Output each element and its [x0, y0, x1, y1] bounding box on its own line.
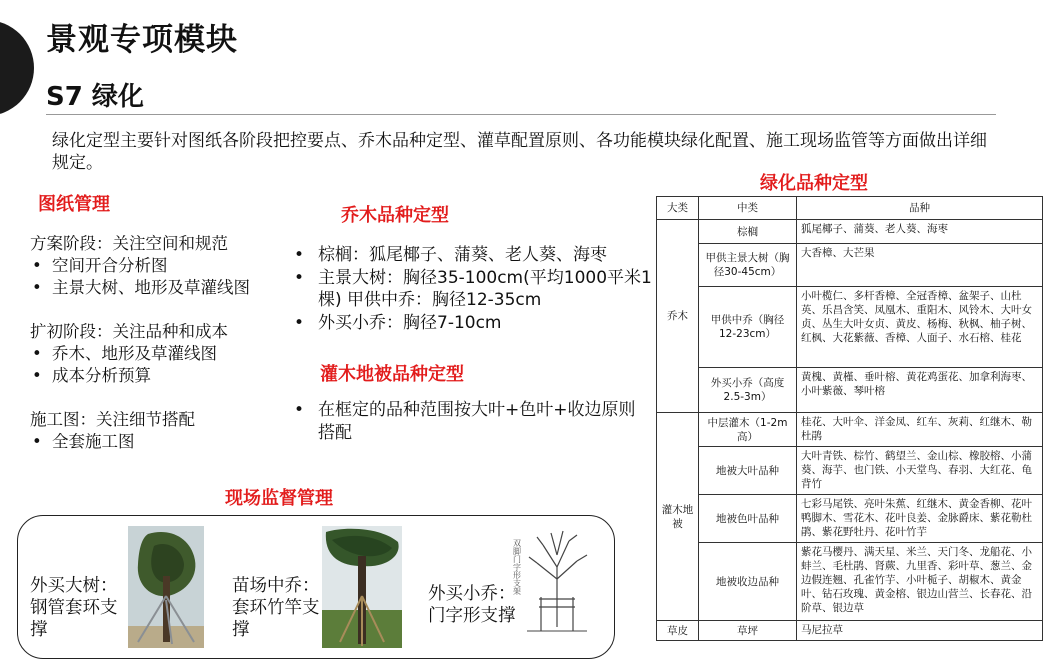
shrub-types-heading: 灌木地被品种定型: [320, 364, 464, 385]
category-cell-tree: 乔木: [657, 220, 699, 413]
drawing-mgmt-list: [30, 233, 290, 453]
section-title: S7 绿化: [46, 82, 144, 112]
subcategory-cell: 甲供中乔（胸径12-23cm）: [699, 287, 797, 368]
support-sketch: [507, 527, 599, 639]
table-row: [657, 368, 1043, 413]
list-item: • 成本分析预算: [30, 365, 290, 387]
decorative-arc: [0, 20, 34, 116]
subcategory-cell: 中层灌木（1-2m高）: [699, 413, 797, 447]
col-header-category: 大类: [657, 197, 699, 220]
species-cell: 小叶榄仁、多杆香樟、全冠香樟、盆架子、山杜英、乐昌含笑、凤凰木、重阳木、风铃木、大叶女贞、丛生大叶女贞、黄皮、杨梅、秋枫、柚子树、红枫、大花紫薇、香樟、人面子、水石榕、桂花: [797, 287, 1043, 368]
list-item: • 乔木、地形及草灌线图: [30, 343, 290, 365]
list-item: • 棕榈：狐尾椰子、蒲葵、老人葵、海枣: [292, 244, 652, 267]
intro-paragraph: 绿化定型主要针对图纸各阶段把控要点、乔木品种定型、灌草配置原则、各功能模块绿化配置、施工现场监管等方面做出详细规定。: [52, 131, 987, 173]
list-item: • 在框定的品种范围按大叶+色叶+收边原则搭配: [292, 399, 642, 444]
list-item: • 外买小乔：胸径7-10cm: [292, 312, 652, 335]
species-cell: 黄槐、黄槿、垂叶榕、黄花鸡蛋花、加拿利海枣、小叶紫薇、琴叶榕: [797, 368, 1043, 413]
table-row: [657, 413, 1043, 447]
shrub-types-list: [292, 399, 642, 444]
table-row: [657, 287, 1043, 368]
table-row: [657, 621, 1043, 641]
big-tree-photo: [128, 526, 204, 648]
tree-types-heading: 乔木品种定型: [341, 205, 449, 226]
species-cell: 大香樟、大芒果: [797, 244, 1043, 287]
category-cell-lawn: 草皮: [657, 621, 699, 641]
species-cell: 狐尾椰子、蒲葵、老人葵、海枣: [797, 220, 1043, 244]
col-header-species: 品种: [797, 197, 1043, 220]
list-item: • 空间开合分析图: [30, 255, 290, 277]
subcategory-cell: 地被大叶品种: [699, 447, 797, 495]
stage-title: 扩初阶段：关注品种和成本: [30, 322, 228, 341]
subcategory-cell: 地被收边品种: [699, 543, 797, 621]
list-item: • 主景大树、地形及草灌线图: [30, 277, 290, 299]
species-cell: 马尼拉草: [797, 621, 1043, 641]
nursery-tree-support-label: 苗场中乔：套环竹竿支撑: [232, 576, 320, 640]
nursery-tree-photo: [322, 526, 402, 648]
supervision-heading: 现场监督管理: [225, 488, 333, 509]
table-row: [657, 447, 1043, 495]
table-row: [657, 244, 1043, 287]
subcategory-cell: 草坪: [699, 621, 797, 641]
subcategory-cell: 外买小乔（高度2.5-3m）: [699, 368, 797, 413]
species-cell: 大叶青铁、棕竹、鹤望兰、金山棕、橡胶榕、小蒲葵、海芋、也门铁、小天堂鸟、春羽、大红花、龟背竹: [797, 447, 1043, 495]
page-title: 景观专项模块: [46, 22, 238, 58]
species-table-heading: 绿化品种定型: [760, 173, 868, 194]
table-row: [657, 495, 1043, 543]
table-header-row: [657, 197, 1043, 220]
col-header-subcategory: 中类: [699, 197, 797, 220]
drawing-mgmt-heading: 图纸管理: [38, 194, 110, 215]
big-tree-support-label: 外买大树：钢管套环支撑: [30, 576, 118, 640]
category-cell-shrub: 灌木地被: [657, 413, 699, 621]
stage-title: 方案阶段：关注空间和规范: [30, 234, 228, 253]
species-table: [656, 196, 1043, 641]
subcategory-cell: 棕榈: [699, 220, 797, 244]
list-item: • 主景大树：胸径35-100cm(平均1000平米1棵) 甲供中乔：胸径12-35cm: [292, 267, 652, 312]
stage-title: 施工图：关注细节搭配: [30, 410, 195, 429]
subcategory-cell: 甲供主景大树（胸径30-45cm）: [699, 244, 797, 287]
species-cell: 七彩马尾铁、亮叶朱蕉、红继木、黄金香柳、花叶鸭脚木、雪花木、花叶良姜、金脉爵床、紫花勒杜鹃、紫花野牡丹、花叶竹芋: [797, 495, 1043, 543]
subcategory-cell: 地被色叶品种: [699, 495, 797, 543]
table-row: [657, 220, 1043, 244]
table-row: [657, 543, 1043, 621]
divider: [46, 114, 996, 115]
list-item: • 全套施工图: [30, 431, 290, 453]
sketch-caption-1: 双脚门字形支架: [512, 539, 522, 595]
species-cell: 桂花、大叶伞、洋金凤、红车、灰莉、红继木、勒杜鹃: [797, 413, 1043, 447]
tree-types-list: [292, 244, 652, 334]
small-tree-support-label: 外买小乔：门字形支撑: [428, 584, 516, 626]
species-cell: 紫花马樱丹、满天星、米兰、天门冬、龙船花、小蚌兰、毛杜鹃、肾蕨、九里香、彩叶草、葱兰、金边假连翘、孔雀竹芋、小叶栀子、胡椒木、黄金叶、钻石玫瑰、黄金榕、银边山营兰、长春花、沿阶草、银边草: [797, 543, 1043, 621]
